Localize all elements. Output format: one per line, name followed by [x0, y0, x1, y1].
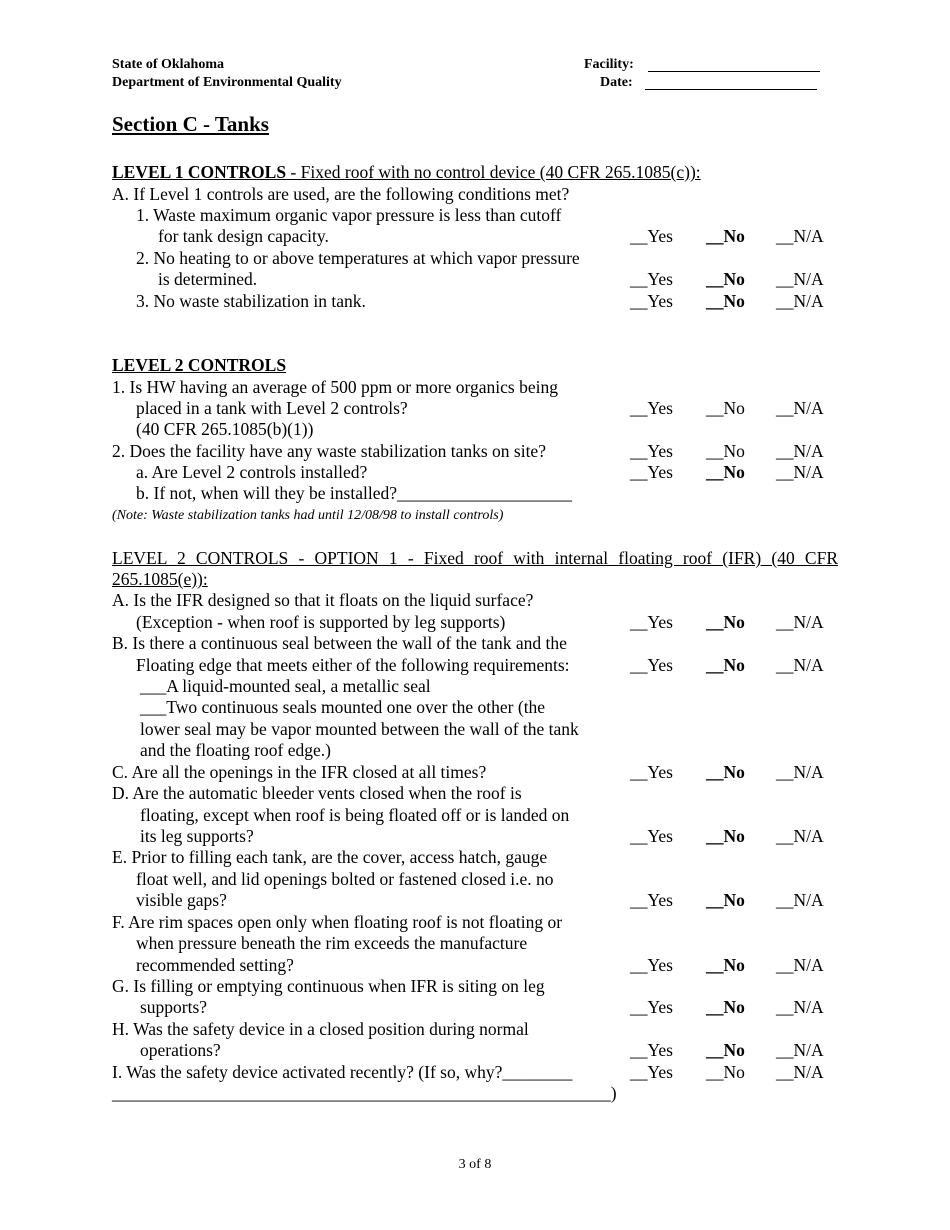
no-option[interactable]: __No — [706, 441, 745, 461]
option1-qb-line6: and the floating roof edge.) — [140, 740, 331, 760]
na-option[interactable]: __N/A — [776, 398, 824, 418]
level1-question-a: A. If Level 1 controls are used, are the following conditions met? — [112, 184, 570, 204]
option1-qf-line3: recommended setting? — [136, 955, 294, 975]
level2-title: LEVEL 2 CONTROLS — [112, 355, 287, 375]
option1-qi-line2[interactable]: _________________________________________________________) — [112, 1083, 617, 1103]
option1-qi-line1: I. Was the safety device activated recently? (If so, why?________ — [112, 1062, 573, 1082]
level2-q1-line2: placed in a tank with Level 2 controls? — [136, 398, 408, 418]
option1-qg-line2: supports? — [140, 997, 208, 1017]
facility-label: Facility: — [584, 57, 634, 72]
no-option[interactable]: __No — [706, 826, 745, 846]
level1-q2-line1: 2. No heating to or above temperatures at which vapor pressure — [136, 248, 580, 268]
option1-qf-line1: F. Are rim spaces open only when floating roof is not floating or — [112, 912, 563, 932]
yes-option[interactable]: __Yes — [630, 1040, 673, 1060]
yes-option[interactable]: __Yes — [630, 997, 673, 1017]
yes-option[interactable]: __Yes — [630, 441, 673, 461]
yes-option[interactable]: __Yes — [630, 291, 673, 311]
option1-qd-line2: floating, except when roof is being floated off or is landed on — [140, 805, 570, 825]
no-option[interactable]: __No — [706, 291, 745, 311]
yes-option[interactable]: __Yes — [630, 955, 673, 975]
option1-qa-line1: A. Is the IFR designed so that it floats on the liquid surface? — [112, 590, 534, 610]
no-option[interactable]: __No — [706, 762, 745, 782]
na-option[interactable]: __N/A — [776, 269, 824, 289]
level1-q3: 3. No waste stabilization in tank. — [136, 291, 366, 311]
no-option[interactable]: __No — [706, 655, 745, 675]
level2-note: (Note: Waste stabilization tanks had until 12/08/98 to install controls) — [112, 508, 504, 523]
option1-qe-line1: E. Prior to filling each tank, are the cover, access hatch, gauge — [112, 847, 548, 867]
option1-title-line1: LEVEL 2 CONTROLS - OPTION 1 - Fixed roof with internal floating roof (IFR) (40 CFR — [112, 548, 838, 568]
option1-qg-line1: G. Is filling or emptying continuous when IFR is siting on leg — [112, 976, 545, 996]
level2-q1-line3: (40 CFR 265.1085(b)(1)) — [136, 419, 314, 439]
option1-title-line2: 265.1085(e)): — [112, 569, 208, 589]
level2-q2: 2. Does the facility have any waste stabilization tanks on site? — [112, 441, 546, 461]
na-option[interactable]: __N/A — [776, 291, 824, 311]
option1-qb-choice2[interactable]: ___Two continuous seals mounted one over the other (the — [140, 697, 546, 717]
na-option[interactable]: __N/A — [776, 462, 824, 482]
yes-option[interactable]: __Yes — [630, 226, 673, 246]
level1-title-rest: - Fixed roof with no control device (40 CFR 265.1085(c)): — [286, 162, 701, 182]
na-option[interactable]: __N/A — [776, 762, 824, 782]
no-option[interactable]: __No — [706, 462, 745, 482]
yes-option[interactable]: __Yes — [630, 612, 673, 632]
level1-q2-line2: is determined. — [158, 269, 258, 289]
department-name: Department of Environmental Quality — [112, 75, 342, 90]
yes-option[interactable]: __Yes — [630, 655, 673, 675]
page-number: 3 of 8 — [458, 1157, 492, 1172]
section-title: Section C - Tanks — [112, 112, 269, 136]
no-option[interactable]: __No — [706, 1040, 745, 1060]
yes-option[interactable]: __Yes — [630, 762, 673, 782]
option1-qb-line1: B. Is there a continuous seal between the wall of the tank and the — [112, 633, 567, 653]
no-option[interactable]: __No — [706, 398, 745, 418]
yes-option[interactable]: __Yes — [630, 269, 673, 289]
yes-option[interactable]: __Yes — [630, 462, 673, 482]
option1-qh-line2: operations? — [140, 1040, 221, 1060]
state-name: State of Oklahoma — [112, 57, 224, 72]
option1-qc: C. Are all the openings in the IFR closed at all times? — [112, 762, 487, 782]
no-option[interactable]: __No — [706, 1062, 745, 1082]
option1-qh-line1: H. Was the safety device in a closed position during normal — [112, 1019, 529, 1039]
level2-q1-line1: 1. Is HW having an average of 500 ppm or more organics being — [112, 377, 558, 397]
level2-q2a: a. Are Level 2 controls installed? — [136, 462, 368, 482]
na-option[interactable]: __N/A — [776, 997, 824, 1017]
yes-option[interactable]: __Yes — [630, 1062, 673, 1082]
yes-option[interactable]: __Yes — [630, 890, 673, 910]
na-option[interactable]: __N/A — [776, 890, 824, 910]
no-option[interactable]: __No — [706, 890, 745, 910]
no-option[interactable]: __No — [706, 997, 745, 1017]
level1-q1-line1: 1. Waste maximum organic vapor pressure is less than cutoff — [136, 205, 562, 225]
option1-qf-line2: when pressure beneath the rim exceeds the manufacture — [136, 933, 528, 953]
no-option[interactable]: __No — [706, 612, 745, 632]
no-option[interactable]: __No — [706, 269, 745, 289]
na-option[interactable]: __N/A — [776, 1062, 824, 1082]
option1-qe-line2: float well, and lid openings bolted or fastened closed i.e. no — [136, 869, 554, 889]
option1-qb-line5: lower seal may be vapor mounted between the wall of the tank — [140, 719, 579, 739]
level1-heading — [112, 162, 701, 183]
na-option[interactable]: __N/A — [776, 955, 824, 975]
facility-field[interactable] — [648, 56, 820, 72]
level1-q1-line2: for tank design capacity. — [158, 226, 329, 246]
na-option[interactable]: __N/A — [776, 655, 824, 675]
na-option[interactable]: __N/A — [776, 826, 824, 846]
level2-q2b: b. If not, when will they be installed?____________________ — [136, 483, 572, 503]
option1-qb-choice1[interactable]: ___A liquid-mounted seal, a metallic seal — [140, 676, 431, 696]
date-label: Date: — [600, 75, 633, 90]
option1-qd-line1: D. Are the automatic bleeder vents closed when the roof is — [112, 783, 522, 803]
date-field[interactable] — [645, 74, 817, 90]
na-option[interactable]: __N/A — [776, 226, 824, 246]
no-option[interactable]: __No — [706, 226, 745, 246]
na-option[interactable]: __N/A — [776, 441, 824, 461]
yes-option[interactable]: __Yes — [630, 398, 673, 418]
option1-qa-line2: (Exception - when roof is supported by leg supports) — [136, 612, 506, 632]
level1-title: LEVEL 1 CONTROLS — [112, 162, 287, 182]
option1-qe-line3: visible gaps? — [136, 890, 227, 910]
yes-option[interactable]: __Yes — [630, 826, 673, 846]
option1-qd-line3: its leg supports? — [140, 826, 254, 846]
option1-qb-line2: Floating edge that meets either of the following requirements: — [136, 655, 570, 675]
no-option[interactable]: __No — [706, 955, 745, 975]
na-option[interactable]: __N/A — [776, 612, 824, 632]
na-option[interactable]: __N/A — [776, 1040, 824, 1060]
